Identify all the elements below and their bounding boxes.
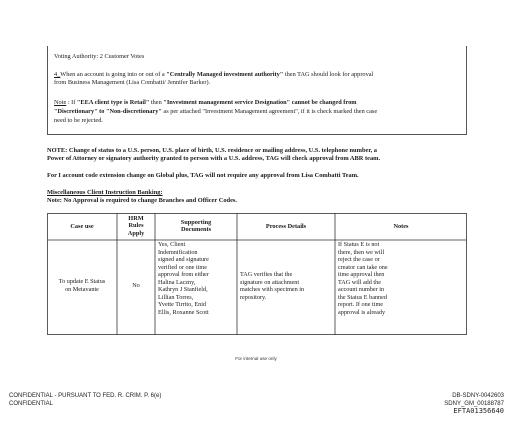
header-hrm-1: HRM: [128, 215, 144, 222]
supporting-line: Kathryn J Stanfield,: [158, 286, 208, 293]
case-use-line-2: on Metavante: [65, 285, 99, 293]
supporting-line: Yes, Client: [158, 241, 186, 248]
item-4-text-bold: "Centrally Managed investment authority": [166, 71, 284, 78]
process-line: TAG verifies that the: [240, 271, 293, 278]
misc-note: Note: No Approval is required to change Branches and Officer Codes.: [47, 197, 238, 204]
item-4-number: 4_: [54, 71, 61, 78]
misc-heading: Miscellaneous Client Instruction Banking:: [47, 189, 163, 196]
header-process-details: Process Details: [265, 223, 307, 230]
supporting-line: signed and signature: [158, 256, 209, 263]
notes-line: report. If one time: [338, 301, 384, 308]
internal-use-label: For internal use only: [235, 356, 277, 361]
retail-note-line-3: need to be rejected.: [54, 117, 103, 124]
header-supporting-2: Documents: [180, 226, 212, 234]
cell-hrm: No: [132, 282, 140, 289]
bates-db-sdny: DB-SDNY-0042603: [452, 393, 504, 399]
notes-line: creator can take one: [338, 263, 388, 271]
retail-note-line-1: [54, 99, 356, 107]
confidential: CONFIDENTIAL: [9, 400, 54, 407]
confidential-pursuant: CONFIDENTIAL - PURSUANT TO FED. R. CRIM. P. 6(e): [9, 393, 162, 399]
item-4-line-1: [54, 71, 373, 79]
footer-right: [444, 393, 504, 416]
header-hrm-2: Rules: [128, 222, 144, 230]
note-bold-1: "EEA client type is Retail": [76, 99, 150, 106]
footer-left: [9, 393, 161, 408]
process-line: repository.: [240, 293, 267, 301]
change-status-note-1: NOTE: Change of status to a U.S. person, U.S. place of birth, U.S. residence or mailing address, U.S. telephone number, a: [47, 147, 377, 154]
note-text-mid: then: [149, 99, 164, 106]
voting-authority-line: Voting Authority: 2 Customer Votes: [54, 53, 145, 60]
note-bold-2: "Investment management service Designation" cannot be changed from: [163, 99, 357, 106]
notes-line: there, then we will: [338, 248, 385, 256]
case-use-line-1: To update E Status: [58, 278, 106, 285]
header-hrm-rules: [117, 215, 155, 237]
bates-sdny-gm: SDNY_GM_00188787: [444, 400, 504, 407]
supporting-line: Yvette Tirrito, Enid: [158, 301, 207, 308]
header-hrm-3: Apply: [127, 229, 145, 237]
item-4-text-pre: When an account is going into or out of a: [60, 71, 167, 78]
instruction-box: [47, 46, 467, 135]
supporting-line: Ellis, Roxanne Scott: [158, 308, 209, 316]
notes-line: time approval then: [338, 271, 385, 278]
note-text-pre: : If: [66, 99, 77, 106]
cell-supporting-documents: [158, 241, 236, 316]
instruction-table: [47, 213, 467, 335]
notes-line: TAG will add the: [338, 278, 381, 286]
cell-case-use: [49, 278, 115, 293]
supporting-line: Indemnification: [158, 248, 198, 256]
bates-efta: EFTA01356640: [453, 407, 504, 415]
supporting-line: verified or one time: [158, 263, 207, 271]
notes-line: If Status E is not: [338, 241, 380, 248]
header-notes: Notes: [393, 223, 409, 230]
process-line: matches with specimen in: [240, 286, 305, 293]
process-line: signature on attachment: [240, 278, 300, 286]
cell-notes: [338, 241, 466, 316]
retail-note-line-2: [54, 108, 377, 116]
note-line2-post: as per attached "Investment Management agreement", if it is check marked then case: [161, 108, 378, 115]
change-status-note-2: Power of Attorney or signatory authority granted to person with a U.S. address, TAG will check approval from ABR team.: [47, 155, 381, 162]
extension-note: For I account code extension change on Global plus, TAG will not require any approval from Lisa Combatti Team.: [47, 172, 359, 179]
notes-line: the Status E banned: [338, 293, 387, 301]
item-4-text-post: then TAG should look for approval: [283, 71, 374, 78]
supporting-line: approval from either: [158, 271, 209, 278]
note-label: Note: [54, 99, 67, 106]
header-supporting-1: Supporting: [180, 219, 212, 226]
supporting-line: Lillian Torres,: [158, 293, 194, 301]
header-supporting-documents: [155, 219, 237, 234]
notes-line: account number in: [338, 286, 385, 293]
notes-line: approval is already: [338, 308, 386, 316]
cell-process-details: [240, 271, 334, 301]
notes-line: reject the case or: [338, 256, 380, 263]
item-4-line-2: from Business Management (Lisa Combatti/ Jennifer Barker).: [54, 79, 211, 86]
note-line2-bold: "Discretionary" to "Non-discretionary": [54, 108, 162, 115]
supporting-line: Halina Laczny,: [158, 278, 196, 286]
header-case-use: Case use: [70, 223, 94, 230]
